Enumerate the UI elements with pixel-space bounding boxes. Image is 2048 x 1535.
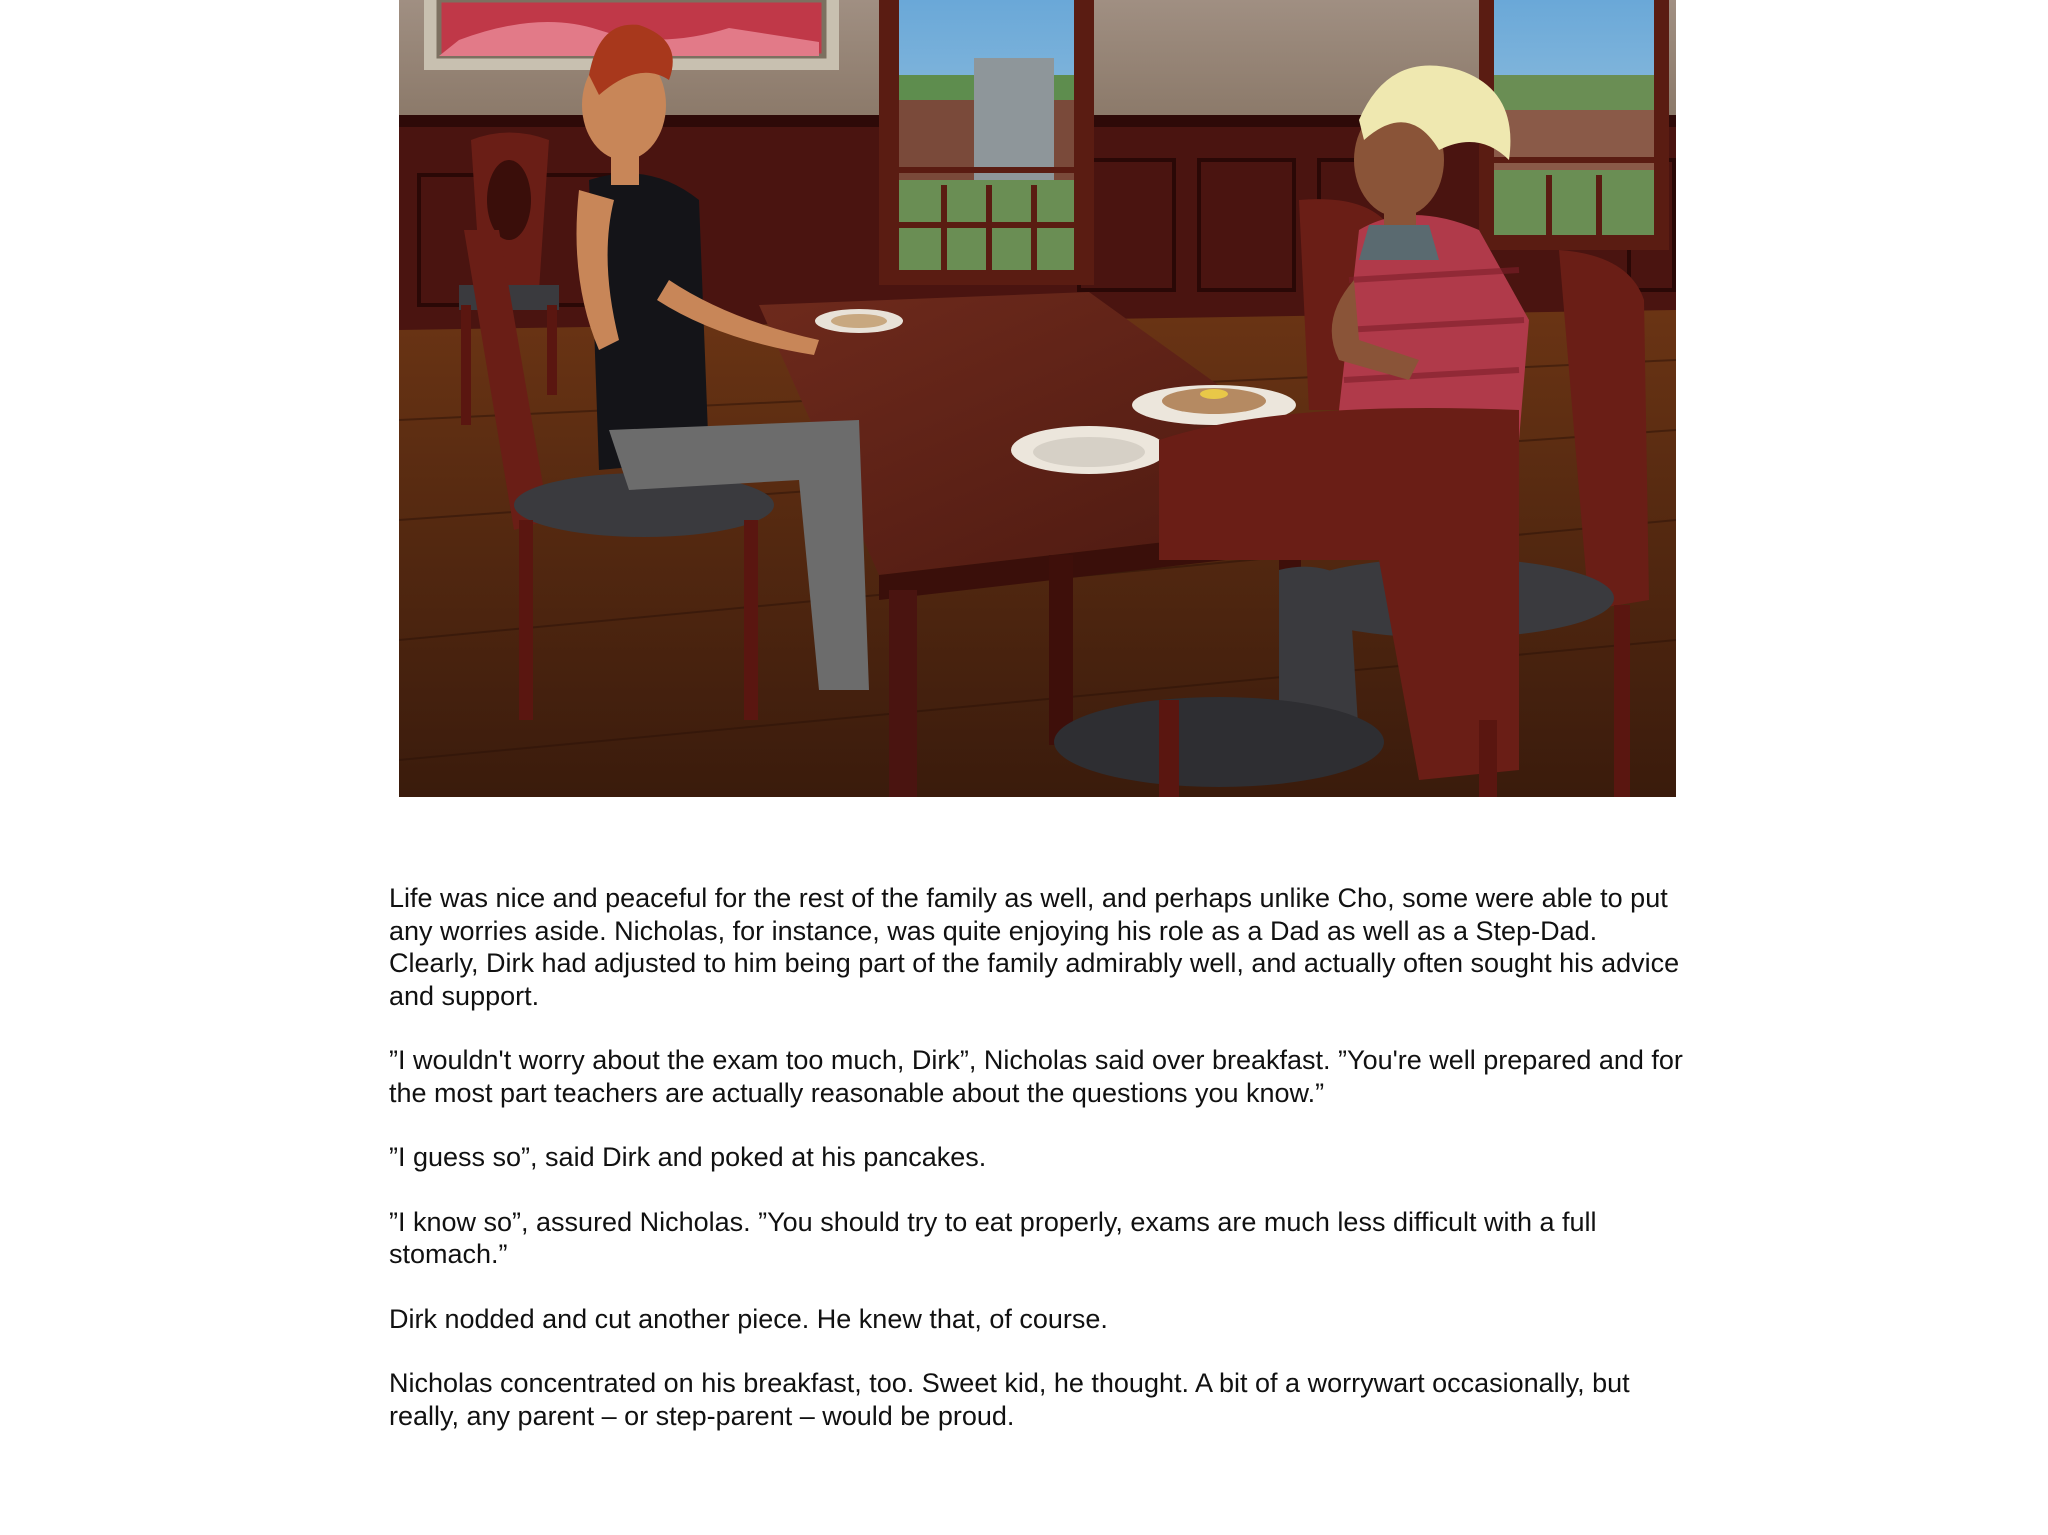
story-paragraph: ”I guess so”, said Dirk and poked at his pancakes. [389,1142,987,1172]
story-paragraph: Nicholas concentrated on his breakfast, too. Sweet kid, he thought. A bit of a worrywart occasionally, but really, any parent – or step-parent – would be proud. [389,1368,1630,1431]
story-paragraph: ”I know so”, assured Nicholas. ”You should try to eat properly, exams are much less difficult with a full stomach.” [389,1206,1597,1269]
story-text [389,882,1689,1464]
story-paragraph: Dirk nodded and cut another piece. He knew that, of course. [389,1303,1108,1334]
story-paragraph: Life was nice and peaceful for the rest of the family as well, and perhaps unlike Cho, some were able to put any worries aside. Nicholas, for instance, was quite enjoying his role as a Dad as well as a Step-Dad. Clearly, Dirk had adjusted to him being part of the family admirably well, and actually often sought his advice and support. [389,883,1680,1011]
sims-dining-scene-illustration [399,0,1676,797]
story-paragraph: ”I wouldn't worry about the exam too much, Dirk”, Nicholas said over breakfast. ”You're well prepared and for the most part teachers are actually reasonable about the questions you know.” [389,1045,1683,1108]
